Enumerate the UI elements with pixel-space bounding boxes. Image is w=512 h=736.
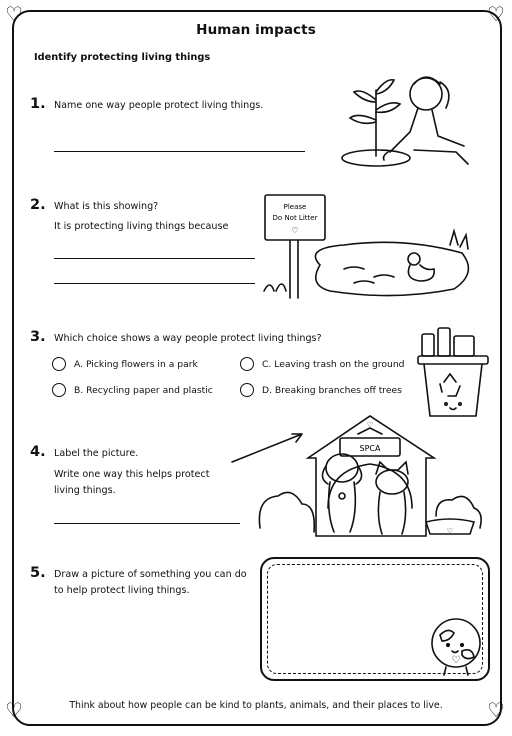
choice-a-label: A. Picking flowers in a park xyxy=(74,358,198,370)
heart-icon: ♡ xyxy=(487,698,505,722)
sign-text-line-2: Do Not Litter xyxy=(272,214,318,222)
recycling-bin-icon xyxy=(414,326,492,420)
choice-b-label: B. Recycling paper and plastic xyxy=(74,384,213,396)
pond-with-sign-illustration xyxy=(264,193,484,305)
earth-mascot-icon xyxy=(428,615,486,679)
choice-c[interactable] xyxy=(240,357,404,371)
question-1-prompt: Name one way people protect living things. xyxy=(54,100,264,111)
question-4-number: 4. xyxy=(30,444,46,460)
heart-icon: ♡ xyxy=(446,527,454,535)
page-title: Human impacts xyxy=(196,22,316,38)
choice-d[interactable] xyxy=(240,383,402,397)
shelter-sign-text: SPCA xyxy=(359,444,381,453)
radio-button[interactable] xyxy=(52,383,66,397)
answer-line-4[interactable] xyxy=(54,523,240,524)
question-4-prompt: Label the picture. xyxy=(54,448,139,459)
choice-a[interactable] xyxy=(52,357,198,371)
question-2-prompt: What is this showing? xyxy=(54,201,159,212)
page-subtitle: Identify protecting living things xyxy=(34,52,211,63)
answer-line-1[interactable] xyxy=(54,151,305,152)
question-3-prompt: Which choice shows a way people protect living things? xyxy=(54,333,322,344)
question-1-number: 1. xyxy=(30,96,46,112)
heart-icon: ♡ xyxy=(5,2,23,26)
radio-button[interactable] xyxy=(240,383,254,397)
radio-button[interactable] xyxy=(240,357,254,371)
footer-text: Think about how people can be kind to plants, animals, and their places to live. xyxy=(69,700,443,711)
heart-icon: ♡ xyxy=(487,2,505,26)
question-5-prompt-2: to help protect living things. xyxy=(54,585,190,596)
heart-icon: ♡ xyxy=(451,655,461,666)
heart-icon: ♡ xyxy=(366,421,374,429)
girl-planting-tree-illustration xyxy=(328,60,498,180)
radio-button[interactable] xyxy=(52,357,66,371)
answer-line-2a[interactable] xyxy=(54,258,255,259)
question-3-number: 3. xyxy=(30,329,46,345)
question-2-number: 2. xyxy=(30,197,46,213)
animal-shelter-illustration xyxy=(230,412,492,542)
answer-line-2b[interactable] xyxy=(54,283,255,284)
sign-text-line-1: Please xyxy=(283,203,307,211)
question-5-prompt: Draw a picture of something you can do xyxy=(54,569,247,580)
choice-c-label: C. Leaving trash on the ground xyxy=(262,358,405,370)
choice-d-label: D. Breaking branches off trees xyxy=(262,384,402,396)
heart-icon: ♡ xyxy=(291,226,299,235)
question-4-prompt-3: living things. xyxy=(54,485,116,496)
question-2-prompt-2: It is protecting living things because xyxy=(54,221,229,232)
choice-b[interactable] xyxy=(52,383,213,397)
question-4-prompt-2: Write one way this helps protect xyxy=(54,469,210,480)
question-5-number: 5. xyxy=(30,565,46,581)
heart-icon: ♡ xyxy=(5,698,23,722)
